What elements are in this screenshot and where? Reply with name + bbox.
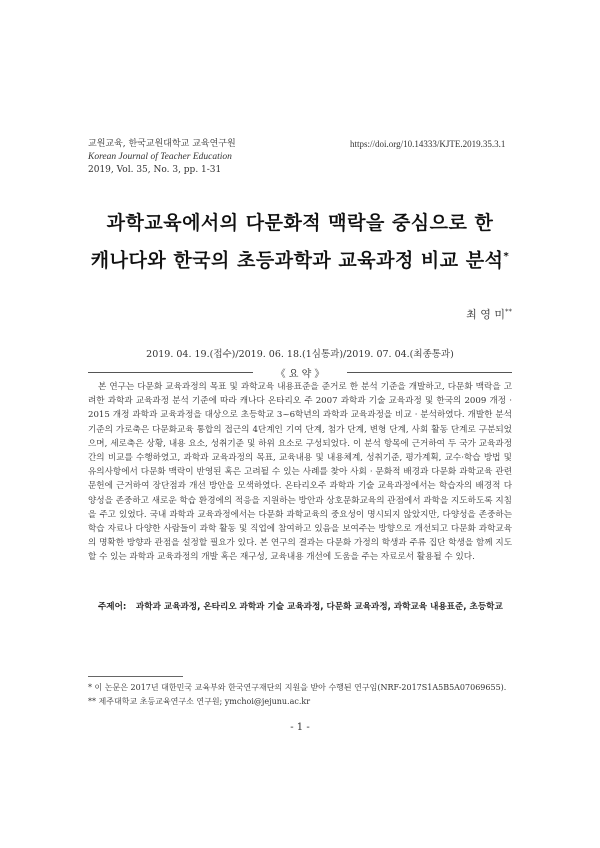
title-line-1: 과학교육에서의 다문화적 맥락을 중심으로 한 bbox=[106, 212, 494, 234]
journal-name: Korean Journal of Teacher Education bbox=[88, 152, 232, 162]
volume-info: 2019, Vol. 35, No. 3, pp. 1-31 bbox=[88, 165, 222, 175]
page-number: - 1 - bbox=[290, 722, 310, 733]
title-line-2 bbox=[60, 240, 540, 277]
paper-title bbox=[60, 206, 540, 277]
author bbox=[400, 306, 512, 322]
author-name: 최 영 미 bbox=[466, 308, 505, 321]
keywords-label: 주제어: bbox=[98, 602, 127, 612]
doi-link[interactable]: https://doi.org/10.14333/KJTE.2019.35.3.1 bbox=[350, 139, 506, 149]
footnote-funding: * 이 논문은 2017년 대한민국 교육부와 한국연구재단의 지원을 받아 수행된 연구임(NRF-2017S1A5B5A07069655). bbox=[88, 683, 507, 692]
keywords-text: 과학과 교육과정, 온타리오 과학과 기술 교육과정, 다문화 교육과정, 과학교육 내용표준, 초등학교 bbox=[136, 602, 503, 612]
summary-rule-right bbox=[347, 372, 512, 373]
author-footnote-mark: ** bbox=[505, 307, 512, 316]
summary-label: 《 요 약 》 bbox=[275, 369, 325, 380]
abstract-text: 본 연구는 다문화 교육과정의 목표 및 과학교육 내용표준을 준거로 한 분석 기준을 개발하고, 다문화 맥락을 고려한 과학과 교육과정 분석 기준에 따라 캐나다 온타리오 주 2007 과학과 기술 교육과정 및 한국의 2009 개정 · 2015 개정 과학과 교육과정을 대상으로 초등학교 3~6학년의 과학과 교육과정을 비교 · 분석하였다. 개발한 분석 기준의 가로축은 다문화교육 통합의 접근의 4단계인 기여 단계, 첨가 단계, 변형 단계, 사회 활동 단계로 구분되었으며, 세로축은 상황, 내용 요소, 성취기준 및 하위 요소로 구성되었다. 이 분석 항목에 근거하여 두 국가 교육과정 간의 비교를 수행하였고, 과학과 교육과정의 목표, 교육내용 및 내용체계, 성취기준, 평가계획, 교수·학습 방법 및 유의사항에서 다문화 맥락이 반영된 혹은 고려될 수 있는 사례를 찾아 사회 · 문화적 배경과 다문화 과학교육 관련 문헌에 근거하여 장단점과 개선 방안을 모색하였다. 온타리오주 과학과 기술 교육과정에서는 학습자의 배경적 다양성을 존중하고 새로운 학습 환경에의 적응을 지원하는 방안과 상호문화교육의 관점에서 과학을 지도하도록 지침을 주고 있었다. 국내 과학과 교육과정에서는 다문화 과학교육의 중요성이 명시되지 않았지만, 다양성을 존중하는 학습 자료나 다양한 사람들이 과학 활동 및 직업에 참여하고 있음을 보여주는 방향으로 개선되고 다문화 과학교육의 명확한 방향과 관점을 설정할 필요가 있다. 본 연구의 결과는 다문화 가정의 학생과 주류 집단 학생을 함께 지도할 수 있는 과학과 교육과정의 개발 혹은 재구성, 교육내용 개선에 도움을 주는 자료로서 활용될 수 있다. bbox=[88, 382, 512, 563]
running-header-left bbox=[88, 138, 236, 177]
publisher-line: 교원교육, 한국교원대학교 교육연구원 bbox=[88, 139, 236, 149]
submission-dates: 2019. 04. 19.(접수)/2019. 06. 18.(1심통과)/2019. 07. 04.(최종통과) bbox=[146, 349, 454, 360]
footnote-divider bbox=[88, 676, 183, 677]
title-line-2-text: 캐나다와 한국의 초등과학과 교육과정 비교 분석 bbox=[90, 249, 504, 272]
summary-heading bbox=[88, 366, 512, 378]
title-footnote-mark: * bbox=[503, 251, 510, 262]
footnote-author-affiliation: ** 제주대학교 초등교육연구소 연구원; ymchoi@jejunu.ac.kr bbox=[88, 697, 311, 706]
